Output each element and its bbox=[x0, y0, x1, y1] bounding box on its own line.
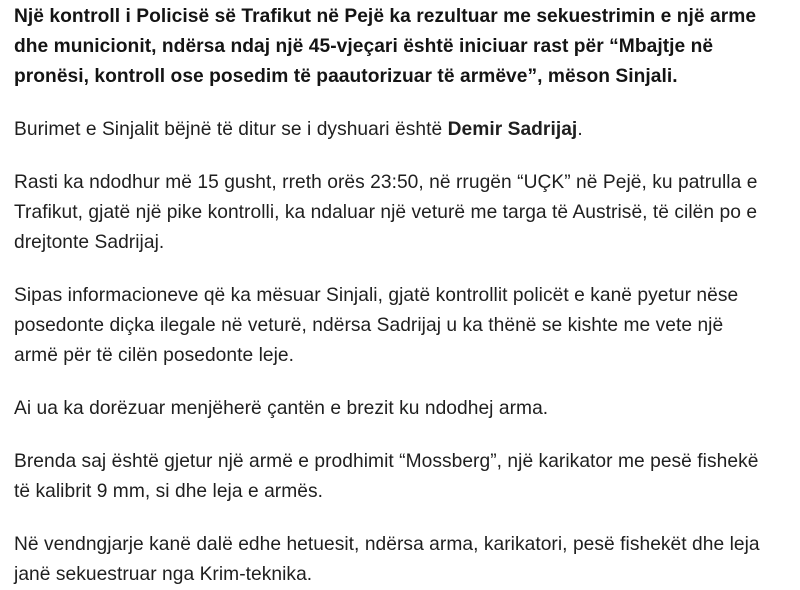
paragraph-suspect-end: . bbox=[577, 119, 583, 140]
suspect-name: Demir Sadrijaj bbox=[447, 119, 578, 140]
paragraph-findings: Brenda saj është gjetur një armë e prodhimit “Mossberg”, një karikator me pesë fishekë të kalibrit 9 mm, si dhe leja e armës. bbox=[14, 451, 759, 502]
paragraph-handover: Ai ua ka dorëzuar menjëherë çantën e brezit ku ndodhej arma. bbox=[14, 398, 549, 419]
paragraph-suspect-text: Burimet e Sinjalit bëjnë të ditur se i dyshuari është bbox=[14, 119, 448, 140]
lead-paragraph: Një kontroll i Policisë së Trafikut në Pejë ka rezultuar me sekuestrimin e një arme dhe municionit, ndërsa ndaj një 45-vjeçari është iniciuar rast për “Mbajtje në pronësi, kontroll ose posedim të paautorizuar të armëve”, mëson Sinjali. bbox=[14, 6, 757, 87]
paragraph-seizure: Në vendngjarje kanë dalë edhe hetuesit, ndërsa arma, karikatori, pesë fishekët dhe leja janë sekuestruar nga Krim-teknika. bbox=[14, 534, 760, 585]
paragraph-inspection: Sipas informacioneve që ka mësuar Sinjali, gjatë kontrollit policët e kanë pyetur nëse posedonte diçka ilegale në veturë, ndërsa Sadrijaj u ka thënë se kishte me vete një armë për të cilën posedonte leje. bbox=[14, 285, 739, 366]
paragraph-suspect bbox=[14, 115, 768, 145]
paragraph-incident: Rasti ka ndodhur më 15 gusht, rreth orës 23:50, në rrugën “UÇK” në Pejë, ku patrulla e Trafikut, gjatë një pike kontrolli, ka ndaluar një veturë me targa të Austrisë, të cilën po e drejtonte Sadrijaj. bbox=[14, 172, 758, 253]
